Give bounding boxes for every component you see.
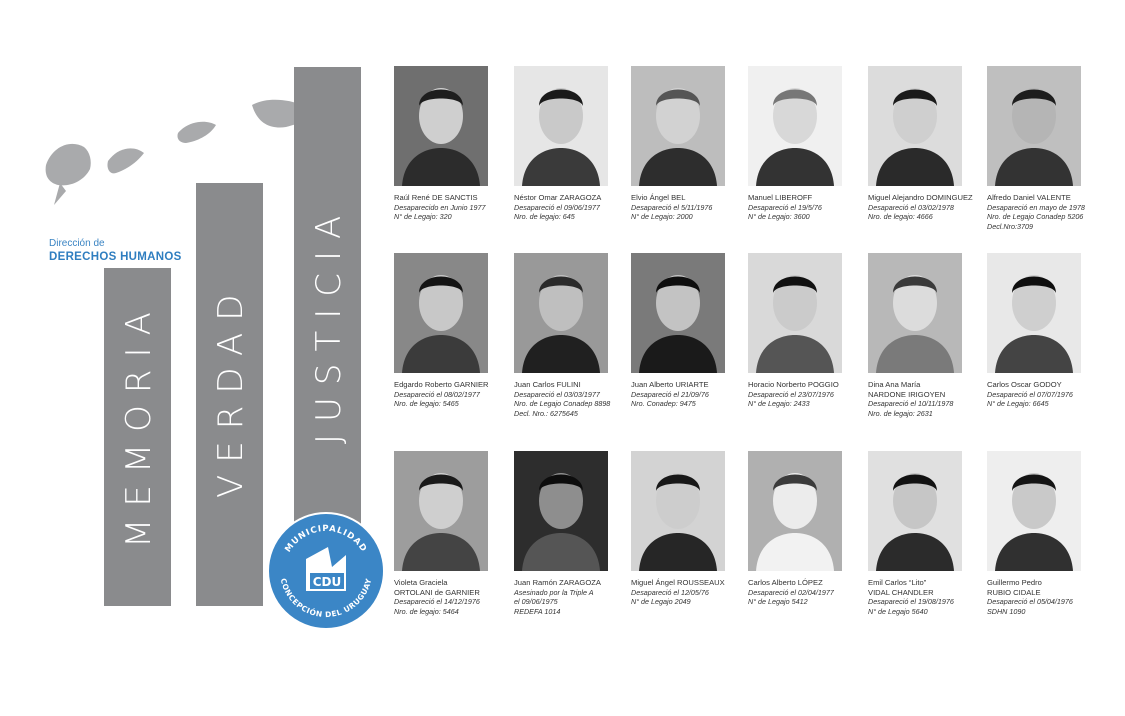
- person-caption: [748, 193, 873, 222]
- person-caption: [987, 380, 1112, 409]
- person-name: Néstor Omar ZARAGOZA: [514, 193, 602, 202]
- person-card-18: [987, 451, 1112, 616]
- person-detail: Asesinado por la Triple A: [514, 587, 594, 597]
- person-card-2: [514, 66, 639, 222]
- portrait-photo: [868, 451, 962, 571]
- portrait-photo: [748, 66, 842, 186]
- portrait-silhouette-icon: [868, 66, 962, 186]
- person-detail: Nro. Conadep: 9475: [631, 399, 696, 409]
- person-detail: REDEFA 1014: [514, 606, 561, 616]
- person-detail: N° de Legajo 5412: [748, 597, 808, 607]
- portrait-photo: [394, 451, 488, 571]
- person-detail: Desapareció el 10/11/1978: [868, 399, 954, 409]
- portrait-photo: [514, 451, 608, 571]
- portrait-photo: [987, 66, 1081, 186]
- direction-title: DERECHOS HUMANOS: [49, 251, 182, 263]
- portrait-silhouette-icon: [631, 253, 725, 373]
- portrait-silhouette-icon: [868, 451, 962, 571]
- person-detail: Nro. de legajo: 5465: [394, 399, 459, 409]
- portrait-photo: [748, 253, 842, 373]
- person-caption: [394, 380, 519, 409]
- person-name: Elvio Ángel BEL: [631, 193, 686, 202]
- person-name: Violeta Graciela: [394, 578, 448, 587]
- person-detail: Desapareció el 03/02/1978: [868, 202, 954, 212]
- person-card-14: [514, 451, 639, 616]
- person-card-8: [514, 253, 639, 418]
- person-detail: N° de Legajo: 320: [394, 212, 452, 222]
- portrait-silhouette-icon: [394, 66, 488, 186]
- person-name: Guillermo Pedro: [987, 578, 1042, 587]
- person-name: Miguel Ángel ROUSSEAUX: [631, 578, 725, 587]
- portrait-silhouette-icon: [631, 66, 725, 186]
- person-caption: [394, 193, 519, 222]
- person-detail: N° de Legajo 5640: [868, 606, 928, 616]
- person-detail: Desaparecido en Junio 1977: [394, 202, 486, 212]
- person-detail: Desapareció el 09/06/1977: [514, 202, 600, 212]
- person-detail: N° de Legajo: 6645: [987, 399, 1049, 409]
- person-detail: Nro. de Legajo Conadep 5206: [987, 212, 1084, 222]
- person-detail: Desapareció el 07/07/1976: [987, 389, 1073, 399]
- person-card-12: [987, 253, 1112, 409]
- portrait-silhouette-icon: [631, 451, 725, 571]
- portrait-silhouette-icon: [394, 451, 488, 571]
- portrait-photo: [394, 66, 488, 186]
- person-card-3: [631, 66, 756, 222]
- seal-top-text: MUNICIPALIDAD: [283, 523, 369, 555]
- person-detail: Nro. de legajo: 5464: [394, 606, 459, 616]
- person-detail: Desapareció el 05/04/1976: [987, 597, 1073, 607]
- person-name: Juan Alberto URIARTE: [631, 380, 709, 389]
- direction-label: Dirección de: [49, 238, 105, 249]
- person-name: NARDONE IRIGOYEN: [868, 389, 946, 399]
- portrait-silhouette-icon: [987, 66, 1081, 186]
- person-name: Carlos Alberto LÓPEZ: [748, 578, 823, 587]
- person-detail: Desapareció el 02/04/1977: [748, 587, 834, 597]
- person-name: RUBIO CIDALE: [987, 587, 1041, 597]
- person-caption: [868, 380, 993, 418]
- person-card-13: [394, 451, 519, 616]
- portrait-silhouette-icon: [987, 451, 1081, 571]
- person-caption: [514, 193, 639, 222]
- person-detail: Desapareció el 19/08/1976: [868, 597, 954, 607]
- person-detail: N° de Legajo 2049: [631, 597, 691, 607]
- portrait-photo: [868, 253, 962, 373]
- person-caption: [868, 193, 993, 222]
- person-detail: N° de Legajo: 2433: [748, 399, 810, 409]
- memoria-text: MEMORIA: [119, 300, 159, 548]
- portrait-silhouette-icon: [394, 253, 488, 373]
- person-detail: N° de Legajo: 3600: [748, 212, 810, 222]
- person-name: Edgardo Roberto GARNIER: [394, 380, 489, 389]
- person-card-5: [868, 66, 993, 222]
- person-detail: Desapareció en mayo de 1978: [987, 202, 1085, 212]
- person-detail: el 09/06/1975: [514, 597, 558, 607]
- person-card-1: [394, 66, 519, 222]
- person-caption: [394, 578, 519, 616]
- portrait-silhouette-icon: [514, 66, 608, 186]
- portrait-photo: [394, 253, 488, 373]
- portrait-photo: [631, 451, 725, 571]
- person-detail: Desapareció el 21/09/76: [631, 389, 709, 399]
- portrait-silhouette-icon: [514, 451, 608, 571]
- person-caption: [631, 380, 756, 409]
- portrait-silhouette-icon: [748, 66, 842, 186]
- person-caption: [987, 578, 1112, 616]
- person-card-11: [868, 253, 993, 418]
- portrait-photo: [514, 253, 608, 373]
- person-caption: [631, 578, 756, 607]
- portrait-photo: [748, 451, 842, 571]
- person-name: Juan Ramón ZARAGOZA: [514, 578, 601, 587]
- person-name: Carlos Oscar GODOY: [987, 380, 1062, 389]
- person-detail: Desapareció el 03/03/1977: [514, 389, 600, 399]
- person-detail: Nro. de legajo: 2631: [868, 408, 933, 418]
- person-caption: [514, 380, 639, 418]
- person-name: Horacio Norberto POGGIO: [748, 380, 839, 389]
- person-caption: [631, 193, 756, 222]
- portrait-silhouette-icon: [987, 253, 1081, 373]
- dove-icon: [46, 100, 324, 205]
- person-detail: N° de Legajo: 2000: [631, 212, 693, 222]
- municipality-seal: [266, 511, 386, 631]
- person-detail: Decl. Nro.: 6275645: [514, 408, 578, 418]
- person-detail: Desapareció el 08/02/1977: [394, 389, 480, 399]
- justicia-text: JUSTICIA: [309, 203, 349, 444]
- person-caption: [514, 578, 639, 616]
- person-detail: Desapareció el 14/12/1976: [394, 597, 480, 607]
- portrait-photo: [868, 66, 962, 186]
- person-detail: Decl.Nro:3709: [987, 221, 1033, 231]
- person-caption: [987, 193, 1112, 231]
- portrait-photo: [987, 451, 1081, 571]
- person-detail: Nro. de legajo: 645: [514, 212, 575, 222]
- portrait-silhouette-icon: [514, 253, 608, 373]
- person-detail: Desapareció el 19/5/76: [748, 202, 822, 212]
- portrait-silhouette-icon: [748, 253, 842, 373]
- person-name: ORTOLANI de GARNIER: [394, 587, 480, 597]
- person-card-16: [748, 451, 873, 607]
- portrait-photo: [631, 253, 725, 373]
- person-card-6: [987, 66, 1112, 231]
- person-card-15: [631, 451, 756, 607]
- person-detail: Desapareció el 23/07/1976: [748, 389, 834, 399]
- person-card-7: [394, 253, 519, 409]
- person-name: Manuel LIBEROFF: [748, 193, 813, 202]
- person-detail: Desapareció el 12/05/76: [631, 587, 709, 597]
- person-name: Alfredo Daniel VALENTE: [987, 193, 1071, 202]
- person-card-4: [748, 66, 873, 222]
- person-card-10: [748, 253, 873, 409]
- person-name: Juan Carlos FULINI: [514, 380, 581, 389]
- person-detail: Nro. de legajo: 4666: [868, 212, 933, 222]
- seal-center-text: CDU: [312, 575, 342, 589]
- person-card-9: [631, 253, 756, 409]
- person-caption: [748, 380, 873, 409]
- portrait-photo: [514, 66, 608, 186]
- seal-bottom-text: CONCEPCIÓN DEL URUGUAY: [278, 577, 374, 620]
- person-name: Dina Ana María: [868, 380, 921, 389]
- person-caption: [868, 578, 993, 616]
- person-detail: Desapareció el 5/11/1976: [631, 202, 713, 212]
- person-detail: SDHN 1090: [987, 606, 1026, 616]
- person-name: Raúl René DE SANCTIS: [394, 193, 478, 202]
- person-name: Miguel Alejandro DOMINGUEZ: [868, 193, 973, 202]
- person-name: Emil Carlos “Lito”: [868, 578, 927, 587]
- portrait-photo: [631, 66, 725, 186]
- person-name: VIDAL CHANDLER: [868, 587, 934, 597]
- portrait-silhouette-icon: [868, 253, 962, 373]
- person-detail: Nro. de Legajo Conadep 8898: [514, 399, 611, 409]
- portrait-photo: [987, 253, 1081, 373]
- person-caption: [748, 578, 873, 607]
- person-card-17: [868, 451, 993, 616]
- verdad-text: VERDAD: [211, 282, 251, 498]
- portrait-silhouette-icon: [748, 451, 842, 571]
